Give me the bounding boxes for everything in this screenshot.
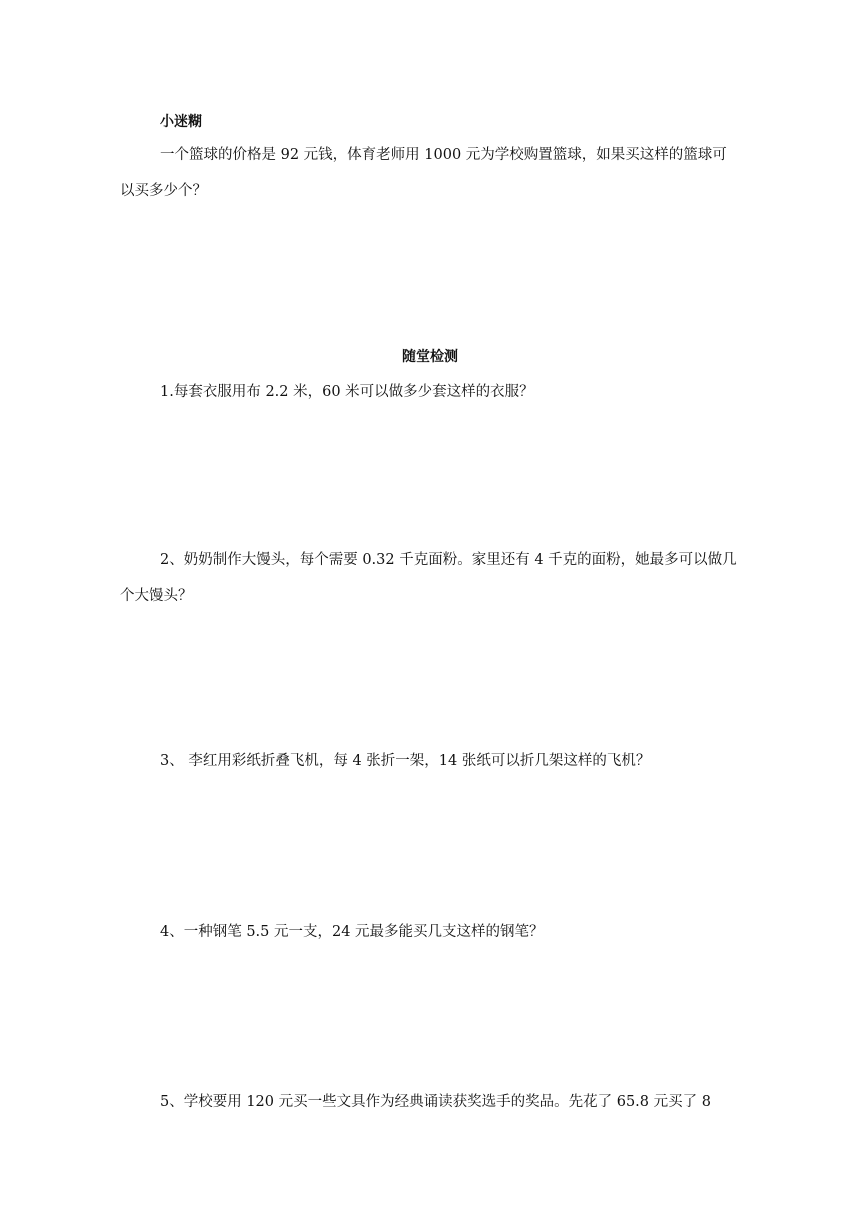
question-1: 1.每套衣服用布 2.2 米，60 米可以做多少套这样的衣服？ [160,384,534,400]
question-3: 3、 李红用彩纸折叠飞机，每 4 张折一架，14 张纸可以折几架这样的飞机？ [160,753,651,769]
problem-basketball: 一个篮球的价格是 92 元钱，体育老师用 1000 元为学校购置篮球，如果买这样的篮球可以买多少个？ [120,147,727,199]
section-heading-quiz: 随堂检测 [402,349,458,365]
question-2: 2、奶奶制作大馒头，每个需要 0.32 千克面粉。家里还有 4 千克的面粉，她最多可以做几个大馒头？ [120,552,737,604]
question-5: 5、学校要用 120 元买一些文具作为经典诵读获奖选手的奖品。先花了 65.8 元买了 8 [160,1094,711,1110]
question-4: 4、一种钢笔 5.5 元一支，24 元最多能买几支这样的钢笔？ [160,924,544,940]
section-heading-xiaomihu: 小迷糊 [160,114,202,130]
